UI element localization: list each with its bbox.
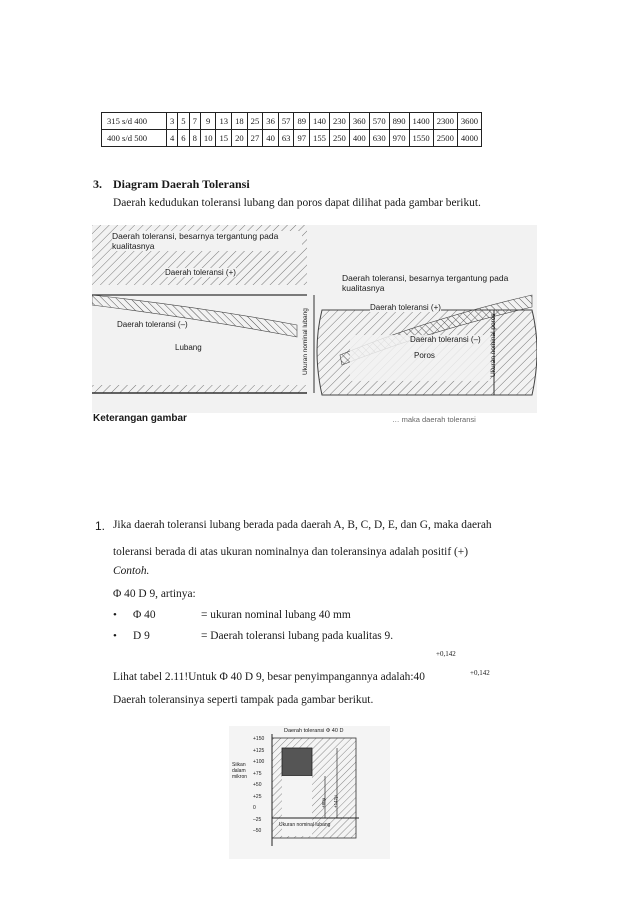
- bullet-1: [113, 609, 351, 621]
- table-cell: 40: [263, 130, 279, 147]
- tolerance-figure-2-svg: [229, 726, 390, 859]
- table-cell: 400 s/d 500: [102, 130, 167, 147]
- fig1-left-label-top: Daerah toleransi, besarnya tergantung pada kualitasnya: [112, 231, 302, 251]
- table-cell: 15: [216, 130, 232, 147]
- fig1-left-label-plus: Daerah toleransi (+): [165, 268, 236, 277]
- fig2-tick-label: +50: [253, 782, 262, 788]
- sup-2: +0,142: [470, 669, 490, 677]
- fig1-right-vertical: Ukuran nominal poros: [490, 313, 497, 377]
- fig1-right-label-minus: Daerah toleransi (–): [410, 335, 481, 344]
- table-cell: 18: [232, 113, 248, 130]
- bullet-2: [113, 630, 394, 642]
- fig1-right-label-poros: Poros: [414, 351, 435, 360]
- fig2-vlabel-1: +80µ: [321, 797, 326, 808]
- table-cell: 315 s/d 400: [102, 113, 167, 130]
- bullet-2-desc: = Daerah toleransi lubang pada kualitas 9.: [201, 630, 394, 642]
- fig2-vlabel-2: +142µ: [333, 795, 338, 808]
- table-cell: 1400: [409, 113, 433, 130]
- table-cell: 25: [247, 113, 263, 130]
- item-number: 1.: [95, 519, 106, 533]
- table-cell: 7: [189, 113, 200, 130]
- fig1-left-label-lubang: Lubang: [175, 343, 202, 352]
- table-cell: 57: [278, 113, 294, 130]
- fig2-tick-label: +25: [253, 793, 262, 800]
- table-cell: 8: [189, 130, 200, 147]
- tolerance-figure-1: [92, 225, 537, 425]
- table-cell: 63: [278, 130, 294, 147]
- bullet-1-dot: •: [113, 609, 117, 621]
- table-row: [102, 130, 482, 147]
- tolerance-zone: [282, 748, 312, 776]
- sup-1: +0,142: [436, 650, 456, 658]
- fig2-ylabel-3: mikron: [232, 774, 248, 780]
- table-cell: 250: [329, 130, 349, 147]
- table-cell: 13: [216, 113, 232, 130]
- table-cell: 10: [200, 130, 216, 147]
- fig2-tick-label: +75: [253, 770, 262, 777]
- table-cell: 20: [232, 130, 248, 147]
- fig2-tick-label: +100: [253, 759, 265, 765]
- fig2-tick-label: +150: [253, 736, 265, 742]
- fig2-tick-label: –50: [253, 828, 262, 834]
- table-cell: 6: [178, 130, 189, 147]
- fig2-tick-label: –25: [253, 816, 262, 823]
- table-cell: 570: [369, 113, 389, 130]
- table-cell: 3: [167, 113, 178, 130]
- table-cell: 970: [389, 130, 409, 147]
- fig2-ylabel-2: dalam: [232, 768, 246, 774]
- fig2-ylabel-1: Siikan: [232, 762, 246, 768]
- table-cell: 36: [263, 113, 279, 130]
- table-cell: 140: [310, 113, 330, 130]
- table-cell: 630: [369, 130, 389, 147]
- table-cell: 400: [349, 130, 369, 147]
- table-cell: 5: [178, 113, 189, 130]
- table-cell: 27: [247, 130, 263, 147]
- section-heading: [93, 177, 250, 192]
- item-line-2: toleransi berada di atas ukuran nominalnya dan toleransinya adalah positif (+): [113, 546, 468, 558]
- bullet-2-dot: •: [113, 630, 117, 642]
- section-title: Diagram Daerah Toleransi: [113, 177, 250, 191]
- lihat-text: Lihat tabel 2.11!Untuk Φ 40 D 9, besar penyimpangannya adalah:40: [113, 671, 425, 683]
- tolerance-figure-2: [229, 726, 390, 859]
- table-cell: 155: [310, 130, 330, 147]
- fig1-right-label-top: Daerah toleransi, besarnya tergantung pada kualitasnya: [342, 273, 512, 293]
- tolerance-table: [101, 112, 482, 147]
- table-cell: 890: [389, 113, 409, 130]
- table-cell: 97: [294, 130, 310, 147]
- table-cell: 89: [294, 113, 310, 130]
- table-cell: 360: [349, 113, 369, 130]
- table-cell: 230: [329, 113, 349, 130]
- table-cell: 3600: [457, 113, 481, 130]
- fig1-caption-right: … maka daerah toleransi: [392, 415, 476, 424]
- fig2-intro: Daerah toleransinya seperti tampak pada gambar berikut.: [113, 694, 374, 706]
- fig2-tick-label: 0: [253, 805, 256, 811]
- table-cell: 4: [167, 130, 178, 147]
- bullet-1-key: Φ 40: [133, 609, 156, 621]
- table-cell: 2500: [433, 130, 457, 147]
- table-cell: 1550: [409, 130, 433, 147]
- section-number: 3.: [93, 177, 102, 191]
- bullet-1-desc: = ukuran nominal lubang 40 mm: [201, 609, 351, 621]
- fig1-caption: Keterangan gambar: [93, 413, 187, 424]
- fig1-left-vertical: Ukuran nominal lubang: [302, 308, 309, 375]
- table-row: [102, 113, 482, 130]
- table-cell: 2300: [433, 113, 457, 130]
- fig2-tick-label: +125: [253, 747, 265, 754]
- bullet-2-key: D 9: [133, 630, 150, 642]
- example-text: Φ 40 D 9, artinya:: [113, 588, 196, 600]
- item-line-1: Jika daerah toleransi lubang berada pada daerah A, B, C, D, E, dan G, maka daerah: [113, 519, 492, 531]
- fig2-title: Daerah toleransi Φ 40 D: [284, 728, 344, 734]
- fig2-bottom: Ukuran nominal lubang: [279, 822, 331, 828]
- table-cell: 9: [200, 113, 216, 130]
- fig1-left-label-minus: Daerah toleransi (–): [117, 320, 188, 329]
- fig2-ylabel: [232, 762, 247, 780]
- contoh-label: Contoh.: [113, 565, 150, 577]
- section-intro: Daerah kedudukan toleransi lubang dan poros dapat dilihat pada gambar berikut.: [113, 197, 481, 209]
- table-cell: 4000: [457, 130, 481, 147]
- fig1-right-label-plus: Daerah toleransi (+): [370, 303, 441, 312]
